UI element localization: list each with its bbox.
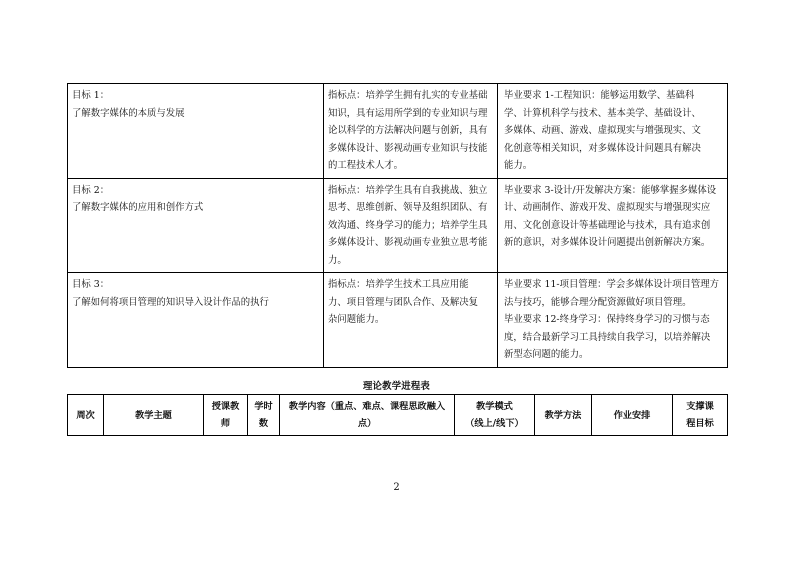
header-text: 程目标: [686, 418, 714, 429]
text-line: 多媒体设计、影视动画专业独立思考能: [328, 237, 488, 248]
schedule-title: 理论教学进程表: [362, 381, 431, 392]
text-line: 了解数字媒体的本质与发展: [72, 107, 185, 119]
text-line: 法与技巧，能够合理分配资源做好项目管理。: [504, 296, 692, 308]
schedule-header-cell: [248, 395, 280, 436]
goal-row: [68, 273, 728, 368]
text-line: 毕业要求 12-终身学习：保持终身学习的习惯与态: [504, 314, 710, 325]
schedule-header-cell: [673, 395, 728, 436]
text-line: 杂问题能力。: [328, 314, 385, 325]
schedule-header-cell: [68, 395, 104, 436]
text-line: 能力。: [504, 160, 533, 171]
text-line: 化创意等相关知识，对多媒体设计问题具有解决: [504, 142, 701, 154]
text-line: 了解数字媒体的应用和创作方式: [72, 202, 204, 213]
header-text: 授课教: [211, 401, 240, 412]
text-line: 毕业要求 1-工程知识：能够运用数学、基础科: [504, 90, 695, 101]
text-line: 思考、思维创新、领导及组织团队、有: [328, 202, 488, 213]
text-line: 毕业要求 11-项目管理：学会多媒体设计项目管理方: [504, 279, 719, 290]
schedule-header-cell: [535, 395, 592, 436]
header-text: 支撑课: [686, 401, 714, 412]
text-line: 力、项目管理与团队合作、及解决复: [328, 296, 479, 308]
goal-indicator-cell: [324, 178, 498, 273]
header-text: 教学模式: [476, 401, 513, 412]
header-text: 周次: [76, 409, 95, 421]
goal-target-cell: [68, 178, 324, 273]
text-line: 力。: [328, 254, 347, 266]
header-text: 教学主题: [135, 409, 172, 421]
goal-row: [68, 84, 728, 179]
text-line: 了解如何将项目管理的知识导入设计作品的执行: [72, 296, 269, 308]
goal-row: [68, 178, 728, 273]
goal-target-cell: [68, 273, 324, 368]
text-line: 新的意识，对多媒体设计问题提出创新解决方案。: [504, 237, 711, 248]
text-line: 多媒体设计、影视动画专业知识与技能: [328, 142, 488, 154]
goal-requirement-cell: [498, 178, 728, 273]
text-line: 度，结合最新学习工具持续自我学习，以培养解决: [504, 331, 711, 343]
schedule-header-row: [68, 395, 728, 436]
text-line: 目标 1：: [72, 90, 110, 101]
goal-requirement-cell: [498, 84, 728, 179]
page-number: 2: [393, 482, 400, 493]
schedule-header-cell: [204, 395, 248, 436]
schedule-header-cell: [455, 395, 535, 436]
text-line: 学、计算机科学与技术、基本美学、基础设计、: [504, 107, 701, 119]
teaching-schedule-table: [67, 394, 728, 436]
text-line: 指标点：培养学生拥有扎实的专业基础: [328, 90, 488, 101]
header-text: 数: [258, 418, 269, 429]
schedule-header-cell: [280, 395, 455, 436]
text-line: 毕业要求 3-设计/开发解决方案：能够掌握多媒体设: [504, 184, 717, 196]
header-text: 点）: [357, 418, 377, 429]
course-goals-table: [67, 83, 728, 368]
text-line: 指标点：培养学生具有自我挑战、独立: [328, 184, 488, 196]
text-line: 指标点：培养学生技术工具应用能: [328, 279, 469, 290]
schedule-header-cell: [104, 395, 204, 436]
text-line: 效沟通、终身学习的能力；培养学生具: [328, 219, 488, 231]
text-line: 用、文化创意设计等基础理论与技术，具有追求创: [504, 219, 711, 231]
text-line: 知识，具有运用所学到的专业知识与理: [328, 107, 488, 119]
goal-requirement-cell: [498, 273, 728, 368]
header-text: 学时: [254, 401, 273, 412]
goal-indicator-cell: [324, 273, 498, 368]
header-text: 教学内容（重点、难点、课程思政融入: [288, 401, 446, 412]
header-text: 师: [220, 418, 231, 429]
text-line: 的工程技术人才。: [328, 160, 404, 171]
goal-target-cell: [68, 84, 324, 179]
schedule-header-cell: [592, 395, 673, 436]
header-text: 作业安排: [613, 409, 651, 421]
text-line: 新型态问题的能力。: [504, 349, 589, 360]
goal-indicator-cell: [324, 84, 498, 179]
text-line: 目标 2：: [72, 184, 110, 196]
text-line: 计、动画制作、游戏开发、虚拟现实与增强现实应: [504, 202, 711, 213]
text-line: 论以科学的方法解决问题与创新，具有: [328, 125, 488, 136]
header-text: （线上/线下）: [465, 418, 524, 429]
text-line: 多媒体、动画、游戏、虚拟现实与增强现实、文: [504, 125, 701, 136]
text-line: 目标 3：: [72, 279, 110, 290]
header-text: 教学方法: [544, 409, 582, 421]
